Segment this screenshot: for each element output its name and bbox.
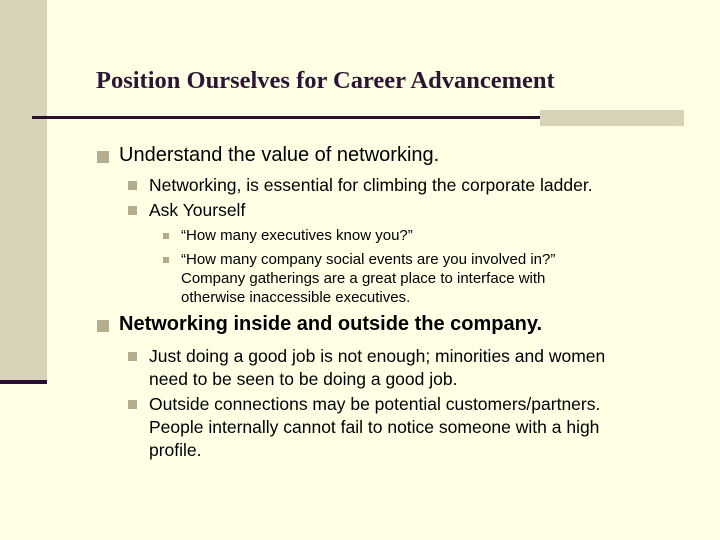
bullet-networking-value: Understand the value of networking. bbox=[119, 144, 440, 166]
title-accent-block bbox=[540, 110, 684, 126]
bullet-square-icon bbox=[128, 206, 137, 215]
bullet-square-icon bbox=[97, 320, 109, 332]
text-line: Just doing a good job is not enough; minorities and women bbox=[149, 346, 606, 366]
bullet-square-icon bbox=[97, 151, 109, 163]
sub-bullet-corporate-ladder: Networking, is essential for climbing the corporate ladder. bbox=[149, 175, 593, 195]
question-social-events bbox=[181, 250, 555, 307]
sub-bullet-ask-yourself: Ask Yourself bbox=[149, 200, 246, 220]
slide-title: Position Ourselves for Career Advancement bbox=[96, 67, 555, 94]
text-line: need to be seen to be doing a good job. bbox=[149, 369, 458, 389]
question-executives: “How many executives know you?” bbox=[181, 227, 413, 244]
text-line: Outside connections may be potential customers/partners. bbox=[149, 394, 601, 414]
text-line: People internally cannot fail to notice someone with a high bbox=[149, 417, 600, 437]
text-line: Company gatherings are a great place to interface with bbox=[181, 270, 546, 287]
bullet-square-icon bbox=[128, 400, 137, 409]
bullet-inside-outside: Networking inside and outside the company. bbox=[119, 313, 543, 335]
text-line: profile. bbox=[149, 440, 202, 460]
sub-bullet-outside-connections bbox=[149, 393, 600, 462]
bullet-square-icon bbox=[163, 257, 169, 263]
left-accent-rule bbox=[0, 380, 47, 384]
sub-bullet-good-job bbox=[149, 345, 605, 391]
title-underline bbox=[32, 116, 542, 119]
left-accent-band bbox=[0, 0, 47, 383]
bullet-square-icon bbox=[128, 181, 137, 190]
bullet-square-icon bbox=[163, 233, 169, 239]
bullet-square-icon bbox=[128, 352, 137, 361]
text-line: “How many company social events are you involved in?” bbox=[181, 251, 556, 268]
text-line: otherwise inaccessible executives. bbox=[181, 289, 411, 306]
